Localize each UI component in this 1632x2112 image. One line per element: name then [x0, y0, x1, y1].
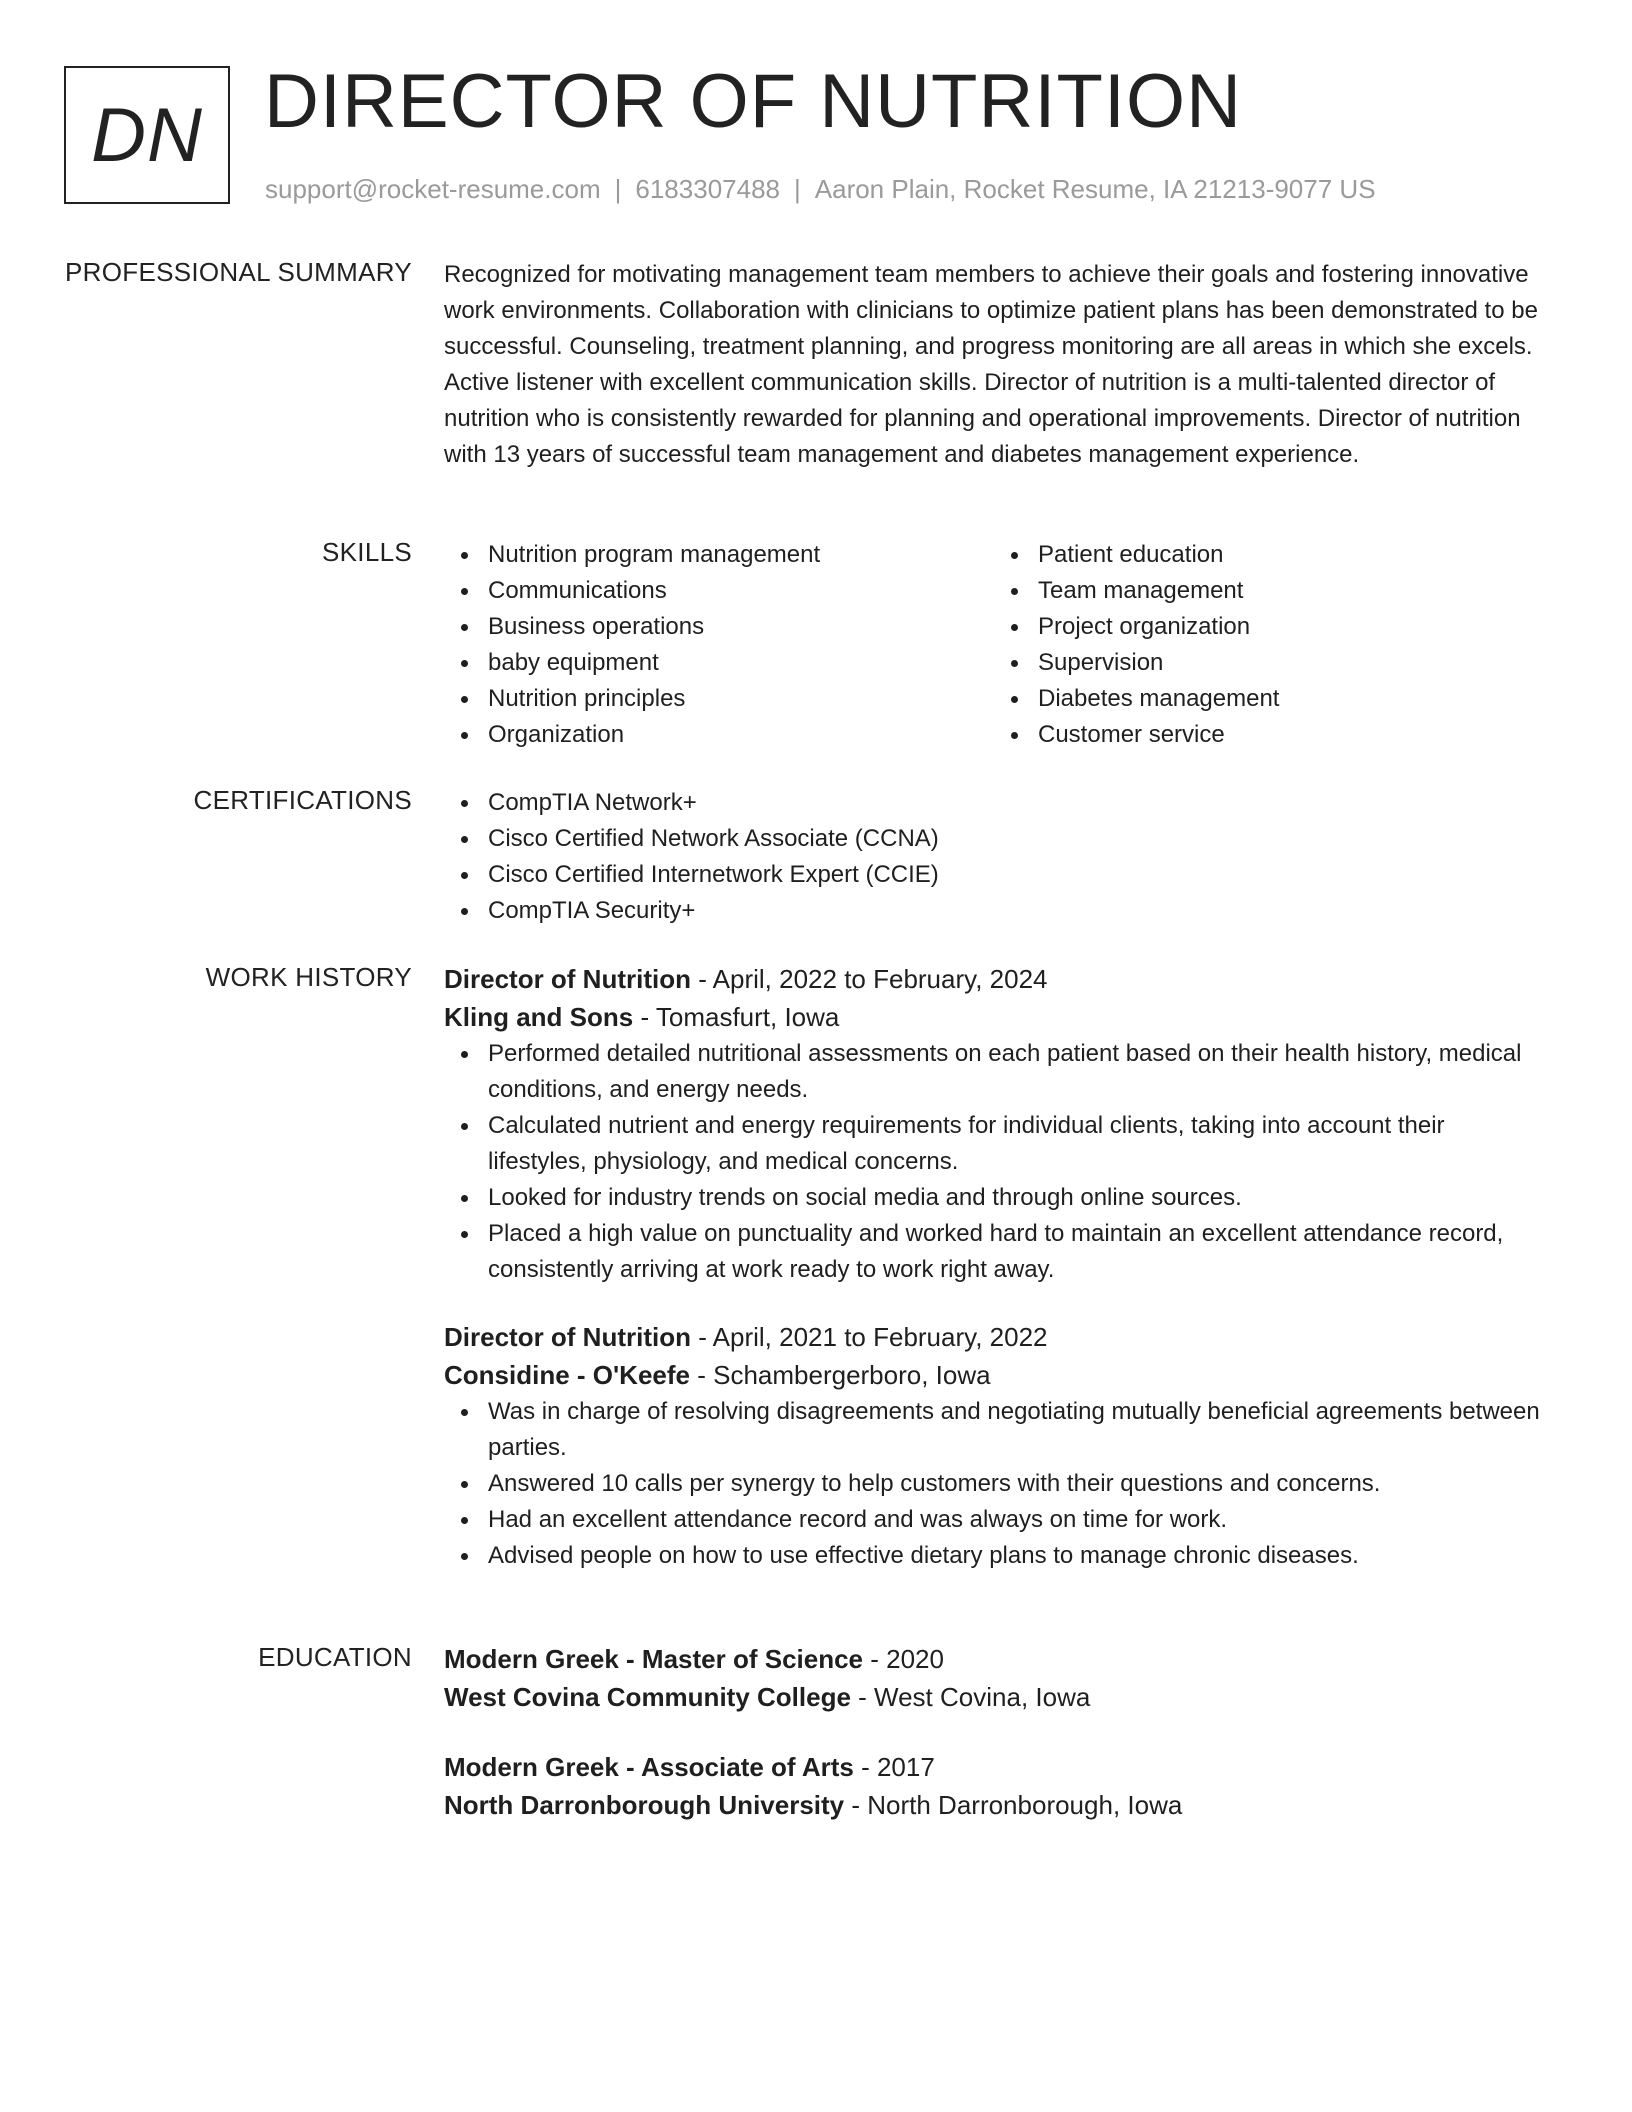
skill-item: Organization [488, 717, 994, 753]
skill-item: Communications [488, 573, 994, 609]
education-degree: Modern Greek - Master of Science [444, 1644, 864, 1674]
job-bullet: Looked for industry trends on social media and through online sources. [488, 1180, 1544, 1216]
job-bullet: Performed detailed nutritional assessments on each patient based on their health history, medical conditions, and energy needs. [488, 1036, 1544, 1108]
education-year: - 2020 [863, 1644, 944, 1674]
job-title-line [444, 960, 1544, 998]
job-location: - Tomasfurt, Iowa [633, 1002, 840, 1032]
resume-header [64, 59, 1564, 214]
education-year: - 2017 [853, 1752, 935, 1782]
summary-heading: PROFESSIONAL SUMMARY [65, 257, 412, 287]
job-bullet: Had an excellent attendance record and was always on time for work. [488, 1502, 1544, 1538]
job-bullet: Calculated nutrient and energy requirements for individual clients, taking into account their lifestyles, physiology, and medical concerns. [488, 1108, 1544, 1180]
job-dates: - April, 2021 to February, 2022 [691, 1322, 1048, 1352]
skills-list-right [994, 537, 1544, 753]
job-title-line [444, 1318, 1544, 1356]
job-bullet: Was in charge of resolving disagreements and negotiating mutually beneficial agreements between parties. [488, 1394, 1544, 1466]
skill-item: Team management [1038, 573, 1544, 609]
contact-phone[interactable]: 6183307488 [635, 174, 780, 204]
certification-item: CompTIA Security+ [488, 893, 1544, 929]
job-bullets [444, 1036, 1544, 1288]
certifications-list [444, 785, 1544, 929]
education-heading: EDUCATION [258, 1642, 412, 1672]
skill-item: Patient education [1038, 537, 1544, 573]
contact-address: Aaron Plain, Rocket Resume, IA 21213-9077 US [814, 174, 1376, 204]
education-school-line [444, 1786, 1544, 1824]
skill-item: Supervision [1038, 645, 1544, 681]
skill-item: Project organization [1038, 609, 1544, 645]
education-school: North Darronborough University [444, 1790, 845, 1820]
work-history-section [64, 960, 1544, 1620]
job-role: Director of Nutrition [444, 964, 691, 994]
certification-item: CompTIA Network+ [488, 785, 1544, 821]
certification-item: Cisco Certified Internetwork Expert (CCIE) [488, 857, 1544, 893]
job-company-line [444, 1356, 1544, 1394]
education-location: - North Darronborough, Iowa [844, 1790, 1183, 1820]
job-entry [444, 1318, 1544, 1574]
certifications-body [444, 785, 1544, 929]
certifications-section [64, 785, 1544, 935]
job-location: - Schambergerboro, Iowa [690, 1360, 991, 1390]
education-degree-line [444, 1748, 1544, 1786]
education-body [444, 1640, 1544, 1856]
education-degree-line [444, 1640, 1544, 1678]
skills-columns [444, 537, 1544, 753]
certification-item: Cisco Certified Network Associate (CCNA) [488, 821, 1544, 857]
education-section [64, 1640, 1544, 1840]
education-degree: Modern Greek - Associate of Arts [444, 1752, 854, 1782]
contact-separator: | [614, 174, 622, 204]
job-bullet: Placed a high value on punctuality and worked hard to maintain an excellent attendance record, consistently arriving at work ready to work right away. [488, 1216, 1544, 1288]
contact-separator: | [794, 174, 801, 204]
education-school-line [444, 1678, 1544, 1716]
page-title: DIRECTOR OF NUTRITION [264, 59, 1243, 144]
education-school: West Covina Community College [444, 1682, 851, 1712]
job-bullet: Advised people on how to use effective dietary plans to manage chronic diseases. [488, 1538, 1544, 1574]
summary-text: Recognized for motivating management team members to achieve their goals and fostering innovative work environments. Collaboration with clinicians to optimize patient plans has been demonstrated to be successful. Counseling, treatment planning, and progress monitoring are all areas in which she excels. Active listener with excellent communication skills. Director of nutrition is a multi-talented director of nutrition who is consistently rewarded for planning and operational improvements. Director of nutrition with 13 years of successful team management and diabetes management experience. [444, 261, 1538, 468]
job-company: Kling and Sons [444, 1002, 634, 1032]
job-company: Considine - O'Keefe [444, 1360, 690, 1390]
certifications-heading: CERTIFICATIONS [193, 785, 412, 815]
skill-item: baby equipment [488, 645, 994, 681]
skill-item: Nutrition program management [488, 537, 994, 573]
education-entry [444, 1640, 1544, 1716]
education-location: - West Covina, Iowa [850, 1682, 1091, 1712]
work-history-body [444, 960, 1544, 1604]
monogram-badge: DN [64, 66, 230, 204]
job-dates: - April, 2022 to February, 2024 [691, 964, 1048, 994]
job-entry [444, 960, 1544, 1288]
work-history-heading: WORK HISTORY [205, 962, 412, 992]
job-bullet: Answered 10 calls per synergy to help customers with their questions and concerns. [488, 1466, 1544, 1502]
skills-section [64, 537, 1544, 757]
skill-item: Customer service [1038, 717, 1544, 753]
skill-item: Diabetes management [1038, 681, 1544, 717]
job-company-line [444, 998, 1544, 1036]
skills-list-left [444, 537, 994, 753]
skill-item: Business operations [488, 609, 994, 645]
education-entry [444, 1748, 1544, 1824]
skills-heading: SKILLS [322, 537, 412, 567]
summary-section [64, 257, 1544, 507]
job-bullets [444, 1394, 1544, 1574]
contact-email[interactable]: support@rocket-resume.com [265, 174, 601, 204]
contact-line [265, 174, 1376, 205]
job-role: Director of Nutrition [444, 1322, 691, 1352]
skill-item: Nutrition principles [488, 681, 994, 717]
